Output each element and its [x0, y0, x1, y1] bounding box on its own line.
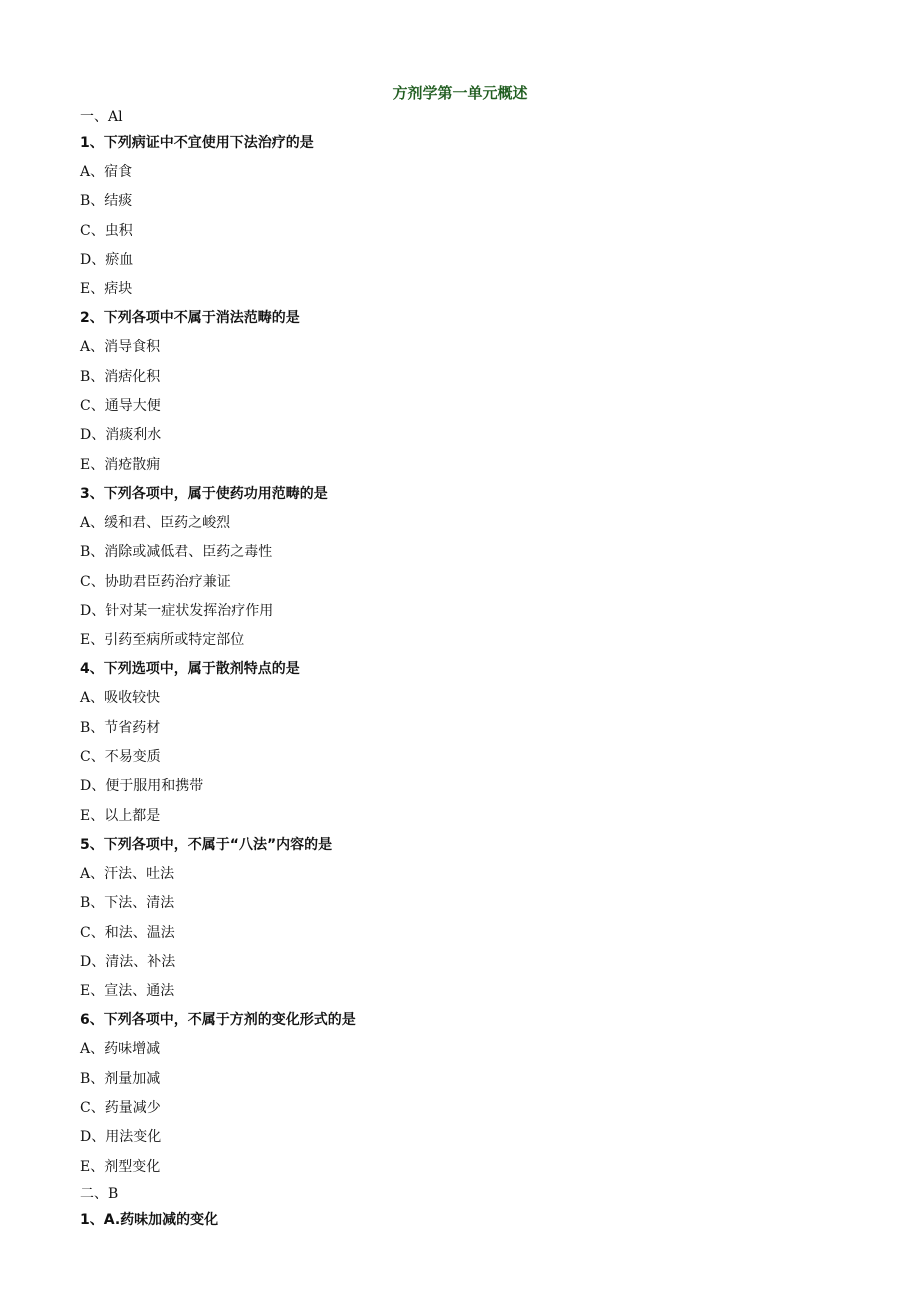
- question-5: 5、下列各项中，不属于“八法”内容的是: [80, 836, 333, 853]
- section-heading-a1: 一、Al: [80, 109, 123, 125]
- option-b: B、下法、清法: [80, 895, 175, 912]
- option-d: D、针对某一症状发挥治疗作用: [80, 602, 274, 619]
- question-4: 4、下列选项中，属于散剂特点的是: [80, 661, 300, 678]
- question-3: 3、下列各项中，属于使药功用范畴的是: [80, 485, 328, 502]
- option-b: B、消除或减低君、臣药之毒性: [80, 544, 273, 561]
- option-d: D、瘀血: [80, 251, 134, 268]
- page-title: 方剂学第一单元概述: [392, 84, 528, 102]
- question-2: 2、下列各项中不属于消法范畴的是: [80, 310, 300, 327]
- option-c: C、药量减少: [80, 1100, 161, 1117]
- option-d: D、消痰利水: [80, 427, 162, 444]
- option-d: D、清法、补法: [80, 953, 176, 970]
- option-a: A、汗法、吐法: [80, 865, 175, 882]
- option-b: B、剂量加减: [80, 1070, 161, 1087]
- option-e: E、宣法、通法: [80, 983, 175, 1000]
- option-a: A、药味增减: [80, 1041, 161, 1058]
- question-b-1: 1、A.药味加减的变化: [80, 1211, 219, 1228]
- option-a: A、宿食: [80, 164, 133, 180]
- option-c: C、通导大便: [80, 398, 161, 415]
- document-body: [80, 106, 840, 1235]
- option-c: C、虫积: [80, 222, 133, 239]
- option-b: B、消痞化积: [80, 368, 161, 385]
- option-e: E、以上都是: [80, 807, 161, 824]
- option-c: C、协助君臣药治疗兼证: [80, 573, 231, 590]
- option-c: C、不易变质: [80, 749, 161, 766]
- option-b: B、节省药材: [80, 719, 161, 736]
- question-6: 6、下列各项中，不属于方剂的变化形式的是: [80, 1012, 356, 1029]
- option-a: A、缓和君、臣药之峻烈: [80, 514, 231, 531]
- option-d: D、便于服用和携带: [80, 778, 204, 795]
- option-e: E、引药至病所或特定部位: [80, 632, 245, 649]
- option-b: B、结痰: [80, 193, 133, 210]
- option-e: E、痞块: [80, 281, 133, 298]
- option-e: E、剂型变化: [80, 1158, 161, 1175]
- option-a: A、吸收较快: [80, 690, 161, 707]
- option-c: C、和法、温法: [80, 924, 175, 941]
- option-e: E、消疮散痈: [80, 456, 161, 473]
- question-1: 1、下列病证中不宜使用下法治疗的是: [80, 135, 314, 151]
- option-d: D、用法变化: [80, 1129, 162, 1146]
- option-a: A、消导食积: [80, 339, 161, 356]
- section-heading-b: 二、B: [80, 1185, 119, 1202]
